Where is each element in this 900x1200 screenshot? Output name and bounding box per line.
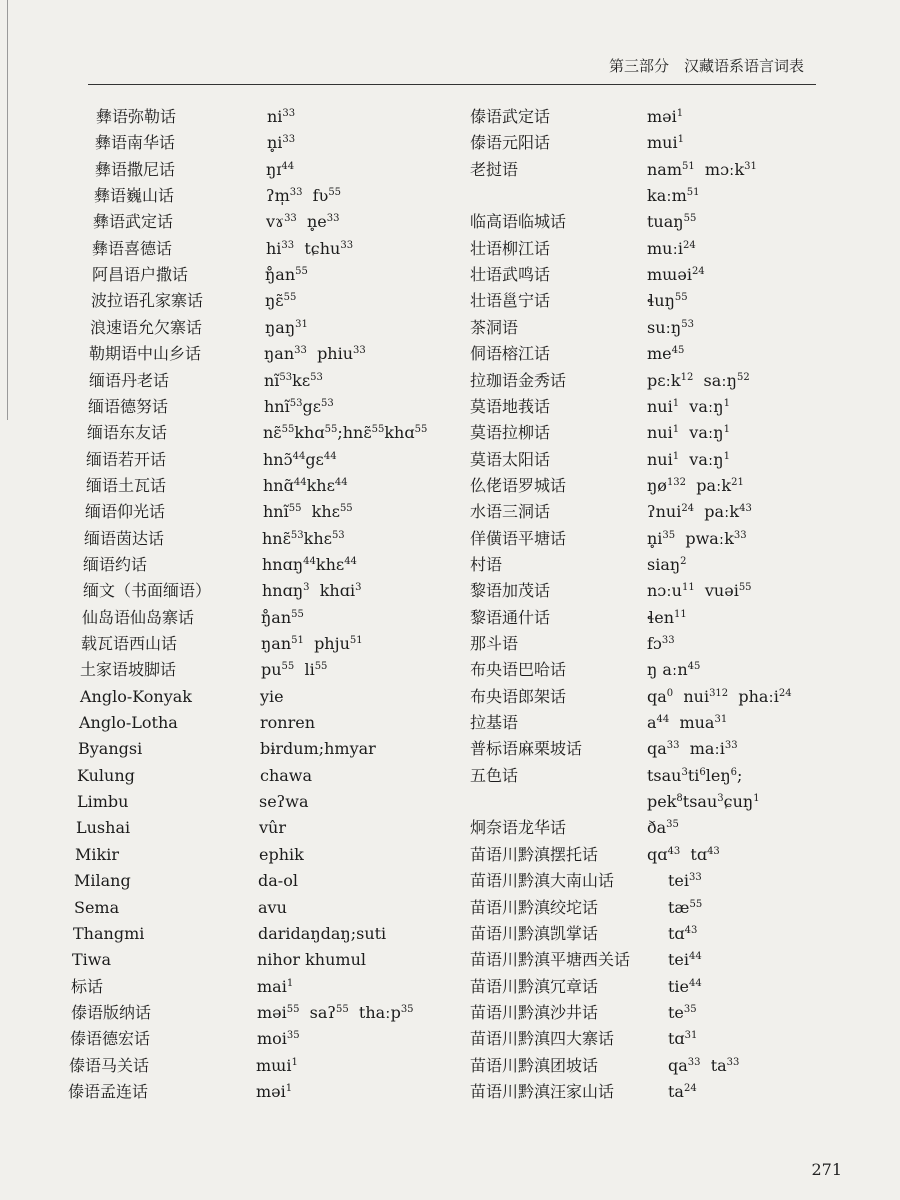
word-form: nui$^1$ vaːŋ$^1$ <box>647 423 730 443</box>
word-form: $ŋ̊an^{55}$ <box>265 265 308 285</box>
language-name: 缅语德努话 <box>88 396 169 416</box>
language-name: 阿昌语户撒话 <box>92 265 189 285</box>
word-form: nam$^{51}$ mɔːk$^{31}$ <box>647 159 757 179</box>
word-form: ronren <box>260 713 316 733</box>
word-form: avu <box>258 897 287 917</box>
word-form: nɔːu$^{11}$ vuəi$^{55}$ <box>647 581 752 601</box>
page-number: 271 <box>811 1160 842 1179</box>
word-form: hnĩ$^{53}$gɛ$^{53}$ <box>264 396 334 416</box>
word-form: tie$^{44}$ <box>668 976 702 996</box>
language-name: Milang <box>74 871 131 891</box>
word-form: $pu^{55}$ $li^{55}$ <box>261 660 328 680</box>
word-form: ʔnui$^{24}$ paːk$^{43}$ <box>647 502 752 522</box>
language-name: 彝语南华话 <box>95 133 176 153</box>
language-name: 苗语川黔滇平塘西关话 <box>470 950 631 970</box>
language-name: 苗语川黔滇汪家山话 <box>470 1081 615 1101</box>
word-form: tɑ$^{43}$ <box>668 923 698 943</box>
language-name: 土家语坡脚话 <box>80 660 177 680</box>
word-form: $a^{44}$ mua$^{31}$ <box>647 713 728 733</box>
word-form: $ta^{24}$ <box>668 1081 697 1101</box>
language-name: 布央语郎架话 <box>470 686 567 706</box>
language-name: 傣语元阳话 <box>470 133 551 153</box>
language-name: 莫语太阳话 <box>470 449 551 469</box>
language-name: 壮语柳江话 <box>470 238 551 258</box>
language-name: 炯奈语龙华话 <box>470 818 567 838</box>
word-form: ŋɪ$^{44}$ <box>266 159 295 179</box>
word-form: $ni^{33}$ <box>267 107 296 126</box>
language-name: 仫佬语罗城话 <box>470 475 567 495</box>
language-name: 缅语若开话 <box>86 449 167 469</box>
word-form: ŋɛ̃$^{55}$ <box>265 291 297 311</box>
word-form: $qa^0$ nui$^{312}$ phaːi$^{24}$ <box>647 686 792 706</box>
language-name: 载瓦语西山话 <box>81 634 178 653</box>
language-name: 彝语喜德话 <box>92 238 173 258</box>
language-name: 壮语武鸣话 <box>470 265 551 285</box>
word-form: tei$^{33}$ <box>668 871 702 891</box>
word-form: $te^{35}$ <box>668 1002 697 1022</box>
section-title: 第三部分 汉藏语系语言词表 <box>608 57 804 75</box>
word-form: $hi^{33}$ tɕhu$^{33}$ <box>266 238 354 258</box>
language-name: 勒期语中山乡话 <box>89 344 202 364</box>
language-name: 苗语川黔滇摆托话 <box>470 844 599 864</box>
language-name: Anglo-Lotha <box>79 713 178 733</box>
word-form: hnɑŋ$^3$ khɑi$^3$ <box>262 581 362 601</box>
language-name: 傣语德宏话 <box>70 1029 151 1049</box>
language-name: Byangsi <box>78 739 143 759</box>
word-form: ephik <box>259 844 304 864</box>
word-form: nui$^1$ vaːŋ$^1$ <box>647 449 730 469</box>
language-name: Thangmi <box>73 923 145 943</box>
language-name: Lushai <box>76 818 131 838</box>
word-form: qɑ$^{43}$ tɑ$^{43}$ <box>647 844 720 864</box>
word-form: $tæ^{55}$ <box>668 897 703 917</box>
word-form: muːi$^{24}$ <box>647 238 696 258</box>
language-name: 莫语拉柳话 <box>470 423 551 443</box>
page-edge-line <box>7 0 8 420</box>
language-name: 浪速语允欠寨话 <box>90 317 203 337</box>
word-form: tɑ$^{31}$ <box>668 1029 698 1049</box>
language-name: Anglo-Konyak <box>80 686 192 706</box>
word-form: moi$^{35}$ <box>257 1029 300 1049</box>
word-form: kaːm$^{51}$ <box>647 186 700 206</box>
language-name: 五色话 <box>470 765 519 785</box>
language-name: 拉珈语金秀话 <box>470 370 567 390</box>
language-name: 苗语川黔滇四大寨话 <box>470 1029 615 1049</box>
word-form: ɬuŋ$^{55}$ <box>647 291 688 311</box>
word-form: da-ol <box>258 871 298 891</box>
word-form: $nĩ^{53}kɛ^{53}$ <box>264 370 323 390</box>
word-form: tei$^{44}$ <box>668 950 702 970</box>
language-name: 波拉语孔家寨话 <box>91 291 204 311</box>
word-form: $ŋ̊an^{55}$ <box>261 607 304 627</box>
word-form: məi$^1$ <box>647 107 684 126</box>
word-form: pek$^8$tsau$^3$ɕuŋ$^1$ <box>647 792 760 812</box>
language-name: 缅语丹老话 <box>89 370 170 390</box>
language-name: 水语三洞话 <box>470 502 551 522</box>
language-name: Tiwa <box>72 950 112 970</box>
word-form: yie <box>260 686 284 706</box>
language-name: 苗语川黔滇团坡话 <box>470 1055 599 1075</box>
language-name: 佯僙语平塘话 <box>470 528 567 548</box>
word-form: mai$^1$ <box>257 976 294 996</box>
language-name: 缅语茵达话 <box>84 528 165 548</box>
language-name: 缅语东友话 <box>87 423 168 443</box>
word-form: hnɛ̃$^{53}$khɛ$^{53}$ <box>262 528 345 548</box>
word-form: məi$^1$ <box>256 1081 293 1101</box>
word-form: mɯəi$^{24}$ <box>647 265 705 285</box>
language-name: 村语 <box>470 554 503 574</box>
word-form: $n̥i^{33}$ <box>267 133 296 153</box>
word-form: seʔwa <box>259 792 309 812</box>
word-form: məi$^{55}$ saʔ$^{55}$ thaːp$^{35}$ <box>257 1002 414 1022</box>
language-name: 缅文（书面缅语） <box>83 581 212 601</box>
language-name: 布央语巴哈话 <box>470 660 567 680</box>
word-form: $me^{45}$ <box>647 344 685 364</box>
word-form: ŋan$^{51}$ phju$^{51}$ <box>261 634 363 653</box>
word-form: mɯi$^1$ <box>256 1055 298 1075</box>
word-form: ŋan$^{33}$ phiu$^{33}$ <box>264 344 366 364</box>
word-form: $tsau^3ti^6leŋ^6$; <box>647 765 743 785</box>
word-form: nihor khumul <box>257 950 366 970</box>
language-name: 傣语版纳话 <box>71 1002 152 1022</box>
word-form: pɛːk$^{12}$ saːŋ$^{52}$ <box>647 370 750 390</box>
language-name: 仙岛语仙岛寨话 <box>82 607 195 627</box>
language-name: 茶洞语 <box>470 317 519 337</box>
language-name: 彝语巍山话 <box>94 186 175 206</box>
word-form: daridaŋdaŋ;suti <box>258 923 387 943</box>
language-name: 傣语马关话 <box>69 1055 150 1075</box>
word-form: chawa <box>260 765 313 785</box>
word-form: $ða^{35}$ <box>647 818 679 838</box>
language-name: 彝语弥勒话 <box>96 107 177 126</box>
language-name: 苗语川黔滇冗章话 <box>470 976 599 996</box>
language-name: 苗语川黔滇绞坨话 <box>470 897 599 917</box>
word-form: hnɔ̃$^{44}$gɛ$^{44}$ <box>263 449 337 469</box>
word-form: mui$^1$ <box>647 133 684 153</box>
word-form: siaŋ$^2$ <box>647 554 687 574</box>
language-name: Limbu <box>77 792 129 812</box>
word-form: $ŋø^{132}$ paːk$^{21}$ <box>647 475 744 495</box>
language-name: 苗语川黔滇沙井话 <box>470 1002 599 1022</box>
language-name: 苗语川黔滇凯掌话 <box>470 923 599 943</box>
language-name: 拉基语 <box>470 713 519 733</box>
word-form: hnɑ̃$^{44}$khɛ$^{44}$ <box>263 475 348 495</box>
word-form: hnɑŋ$^{44}$khɛ$^{44}$ <box>262 554 357 574</box>
language-name: 老挝语 <box>470 159 519 179</box>
word-form: vɤ$^{33}$ $n̥e^{33}$ <box>266 212 340 232</box>
language-name: 黎语加茂话 <box>470 581 551 601</box>
word-form: ŋ aːn$^{45}$ <box>647 660 701 680</box>
language-name: 缅语约话 <box>83 554 148 574</box>
language-name: 苗语川黔滇大南山话 <box>470 871 615 891</box>
word-form: vûr <box>259 818 286 838</box>
language-name: 彝语撒尼话 <box>95 159 176 179</box>
word-form: $n̥i^{35}$ pwaːk$^{33}$ <box>647 528 747 548</box>
word-form: hnĩ$^{55}$ khɛ$^{55}$ <box>263 502 353 522</box>
language-name: 那斗语 <box>470 634 519 653</box>
word-form: $qa^{33}$ maːi$^{33}$ <box>647 739 738 759</box>
language-name: 缅语仰光话 <box>85 502 166 522</box>
word-form: nui$^1$ vaːŋ$^1$ <box>647 396 730 416</box>
word-form: suːŋ$^{53}$ <box>647 317 694 337</box>
word-form: ŋaŋ$^{31}$ <box>265 317 308 337</box>
language-name: Sema <box>74 897 120 917</box>
word-form: ɬen$^{11}$ <box>647 607 687 627</box>
language-name: 临高语临城话 <box>470 212 567 232</box>
word-form: $qa^{33}$ $ta^{33}$ <box>668 1055 740 1075</box>
language-name: Kulung <box>77 765 135 785</box>
language-name: 彝语武定话 <box>93 212 174 232</box>
word-form: nɛ̃$^{55}$khɑ$^{55}$;hnɛ̃$^{55}$khɑ$^{55}$ <box>263 423 428 443</box>
language-name: 标话 <box>71 976 104 996</box>
language-name: 莫语地莪话 <box>470 396 551 416</box>
language-name: 缅语土瓦话 <box>86 475 167 495</box>
language-name: Mikir <box>75 844 119 864</box>
language-name: 壮语邕宁话 <box>470 291 551 311</box>
language-name: 傣语武定话 <box>470 107 551 126</box>
language-name: 黎语通什话 <box>470 607 551 627</box>
word-form: tuaŋ$^{55}$ <box>647 212 697 232</box>
word-form: ʔm̩$^{33}$ fʋ$^{55}$ <box>266 186 342 206</box>
word-form: bɨrdum;hmyar <box>260 739 376 759</box>
language-name: 普标语麻栗坡话 <box>470 739 583 759</box>
word-form: fɔ$^{33}$ <box>647 634 675 653</box>
header-rule <box>88 84 816 85</box>
language-name: 傣语孟连话 <box>68 1081 149 1101</box>
language-name: 侗语榕江话 <box>470 344 551 364</box>
